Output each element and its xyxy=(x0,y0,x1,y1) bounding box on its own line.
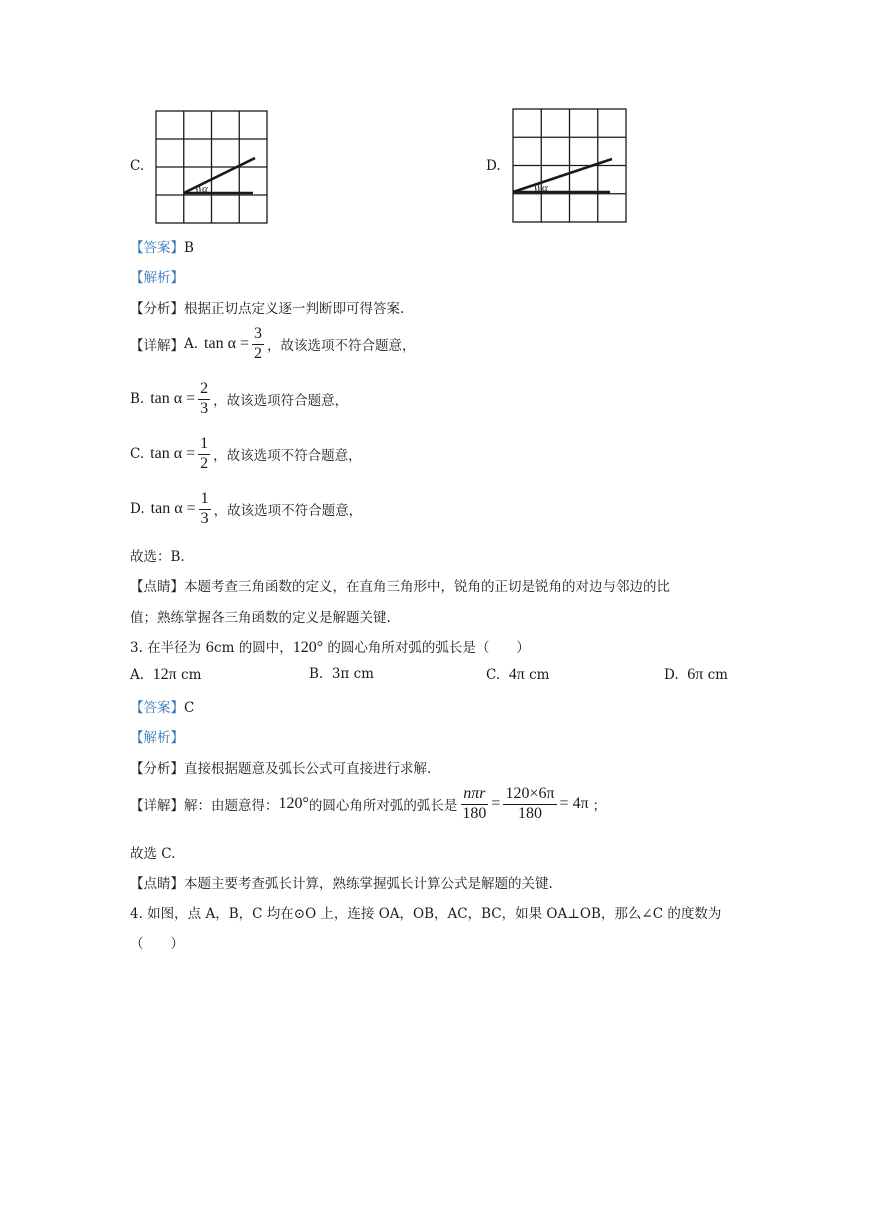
fraction-b: $\frac{2}{3}$ xyxy=(200,380,209,417)
q2-answer-line xyxy=(130,236,194,256)
fraction-d: $\frac{1}{3}$ xyxy=(200,490,209,527)
answer-tag: 【答案】 xyxy=(130,240,184,256)
q3-fenxi-line: 【分析】直接根据题意及弧长公式可直接进行求解. xyxy=(130,761,432,777)
q3-option-d: D. 6π cm xyxy=(664,666,728,683)
q2-xiangjie-a xyxy=(130,326,416,363)
q2-choose: 故选：B. xyxy=(130,549,185,565)
fenxi-tag: 【分析】 xyxy=(130,301,184,317)
angle-alpha-c: α xyxy=(202,183,208,195)
q2-dianjing-2: 值；熟练掌握各三角函数的定义是解题关键. xyxy=(130,610,391,626)
q3-analysis-tag: 【解析】 xyxy=(130,730,184,746)
xiangjie-tag: 【详解】 xyxy=(130,338,184,355)
q3-choose: 故选 C. xyxy=(130,846,176,862)
q2-dianjing-1: 【点睛】本题考查三角函数的定义，在直角三角形中，锐角的正切是锐角的对边与邻边的比 xyxy=(130,579,670,595)
q3-option-c: C. 4π cm xyxy=(486,666,550,683)
q2-line-d: D. tan α = $\frac{1}{3}$ ，故该选项不符合题意， xyxy=(130,490,363,527)
q2-line-c: C. tan α = $\frac{1}{2}$ ，故该选项不符合题意， xyxy=(130,435,362,472)
q4-stem-1: 4. 如图，点 A，B，C 均在⊙O 上，连接 OA，OB，AC，BC，如果 OA⊥OB，那么∠C 的度数为 xyxy=(130,906,722,922)
fenxi-text: 根据正切点定义逐一判断即可得答案. xyxy=(184,301,405,317)
angle-alpha-d: α xyxy=(542,182,548,194)
q2-fenxi-line xyxy=(130,297,404,317)
fraction-c: $\frac{1}{2}$ xyxy=(200,435,209,472)
q4-stem-2: （ ） xyxy=(130,936,184,952)
fraction-arc-values: $\frac{120\times 6\pi}{180}$ xyxy=(505,785,555,822)
option-a-suffix: ，故该选项不符合题意， xyxy=(267,338,416,355)
option-a-prefix: A. xyxy=(184,336,199,353)
q3-xiangjie-line: 【详解】 解：由题意得： 120° 的圆心角所对弧的弧长是 $\frac{\text{nπr}}{180}$ = $\frac{120\times 6\pi}{180}$ = 4π ； xyxy=(130,785,607,822)
grid-figure-d xyxy=(512,108,628,223)
fraction-a: $\frac{3}{2}$ xyxy=(254,325,262,362)
q3-option-b: B. 3π cm xyxy=(309,666,374,682)
tan-alpha: tan α = xyxy=(204,335,249,353)
fraction-arc-formula: $\frac{\text{nπr}}{180}$ xyxy=(462,785,487,822)
q3-stem: 3. 在半径为 6cm 的圆中，120° 的圆心角所对弧的弧长是（ ） xyxy=(130,639,530,656)
q3-dianjing: 【点睛】本题主要考查弧长计算，熟练掌握弧长计算公式是解题的关键. xyxy=(130,876,553,892)
grid-figure-c xyxy=(155,110,269,225)
figure-c-label: C. xyxy=(130,158,145,174)
q2-line-b: B. tan α = $\frac{2}{3}$ ，故该选项符合题意， xyxy=(130,380,349,417)
figure-d-label: D. xyxy=(486,158,501,174)
analysis-tag: 【解析】 xyxy=(130,270,184,286)
answer-value: B xyxy=(184,240,194,256)
q3-option-a: A. 12π cm xyxy=(130,666,202,683)
q3-answer-line: 【答案】C xyxy=(130,700,195,716)
